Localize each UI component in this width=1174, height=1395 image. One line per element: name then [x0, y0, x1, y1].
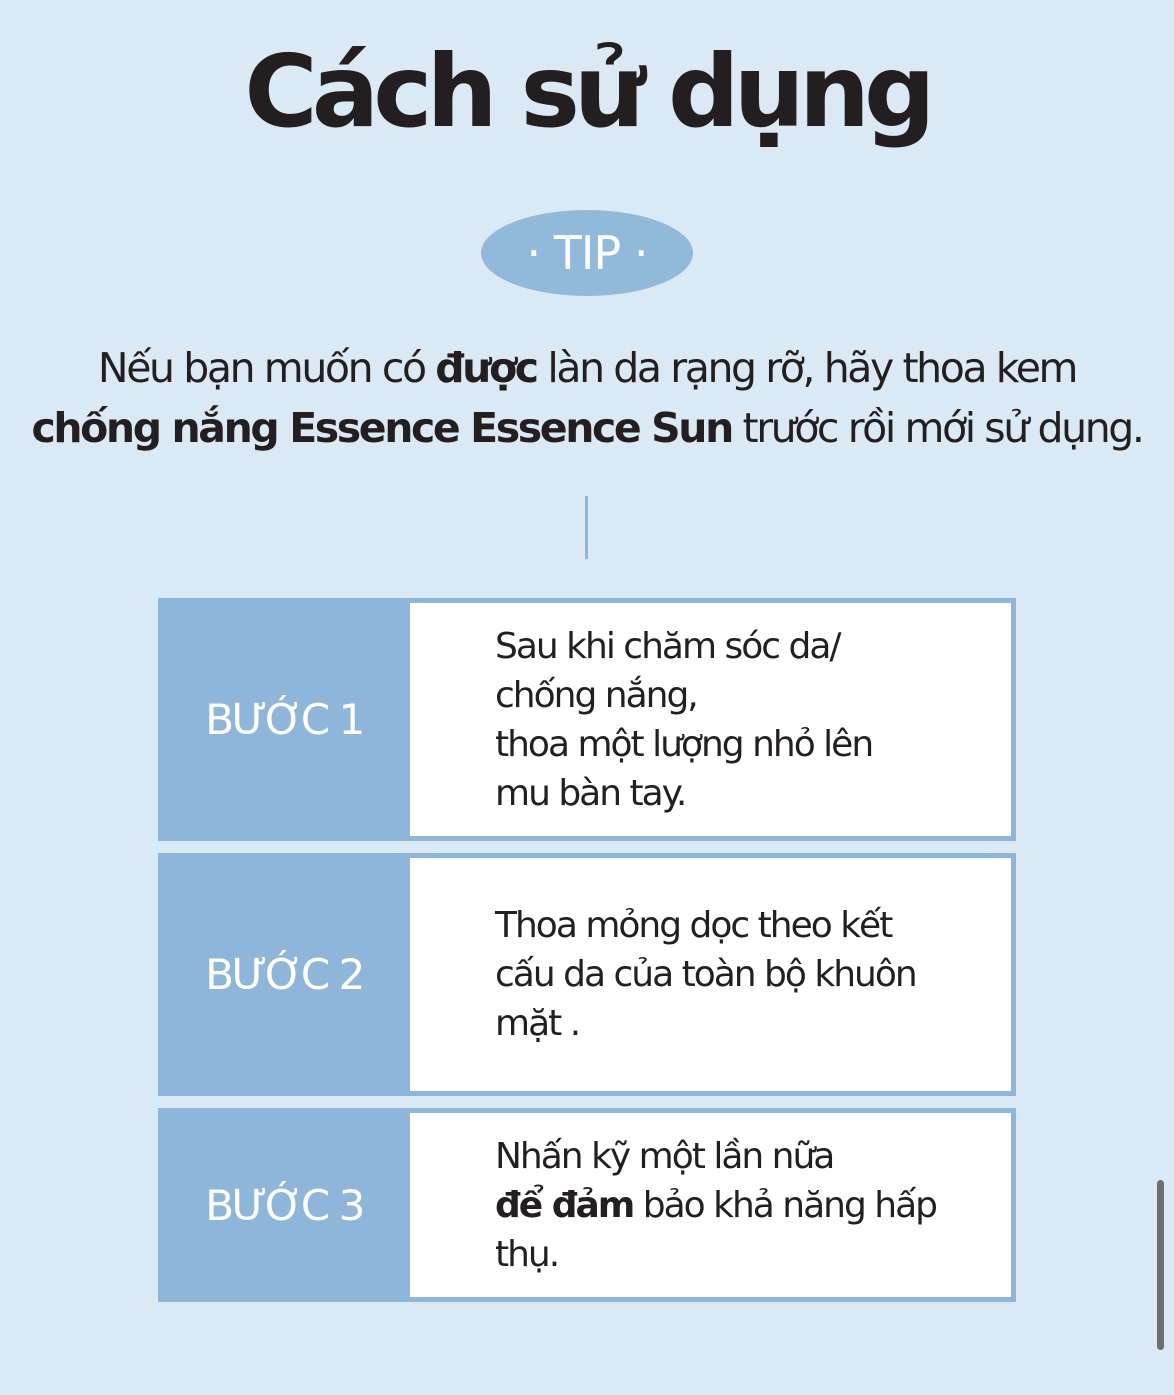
- step-text-line: mu bàn tay.: [495, 772, 686, 814]
- intro-text-part: trước rồi mới sử dụng.: [731, 404, 1143, 452]
- intro-text-part: làn da rạng rỡ, hãy thoa kem: [536, 344, 1077, 392]
- intro-bold-text: được: [435, 344, 537, 392]
- step-text-line: thoa một lượng nhỏ lên: [495, 723, 873, 765]
- step-2: [158, 853, 1016, 1096]
- step-text-line: chống nắng,: [495, 674, 697, 716]
- step-text-line: cấu da của toàn bộ khuôn: [495, 954, 916, 995]
- intro-text: [0, 338, 1174, 458]
- product-name: chống nắng Essence Essence Sun: [31, 404, 732, 452]
- step-text-line: mặt .: [495, 1003, 580, 1044]
- step-text-line: Thoa mỏng dọc theo kết: [495, 905, 892, 946]
- intro-line-2: [0, 398, 1174, 458]
- step-label: BƯỚC 3: [205, 1180, 363, 1230]
- page-title: Cách sử dụng: [244, 33, 930, 150]
- step-text-line: thụ.: [495, 1233, 559, 1275]
- step-bold-text: để đảm: [495, 1184, 634, 1226]
- tip-badge: · TIP ·: [481, 210, 693, 296]
- step-description: [410, 603, 1011, 836]
- step-description: [410, 858, 1011, 1091]
- connector-line: [585, 496, 588, 559]
- intro-line-1: [0, 338, 1174, 398]
- step-description: [410, 1113, 1011, 1297]
- step-text-line: Sau khi chăm sóc da/: [495, 625, 840, 667]
- step-label: BƯỚC 2: [205, 950, 363, 999]
- step-text-part: bảo khả năng hấp: [633, 1184, 937, 1226]
- scrollbar[interactable]: [1157, 1180, 1164, 1350]
- step-1: [158, 598, 1016, 841]
- step-text-line: Nhấn kỹ một lần nữa: [495, 1135, 834, 1177]
- step-label: BƯỚC 1: [205, 695, 363, 744]
- intro-text-part: Nếu bạn muốn có: [97, 344, 436, 392]
- step-3: [158, 1108, 1016, 1302]
- step-text-line: [495, 1181, 1011, 1230]
